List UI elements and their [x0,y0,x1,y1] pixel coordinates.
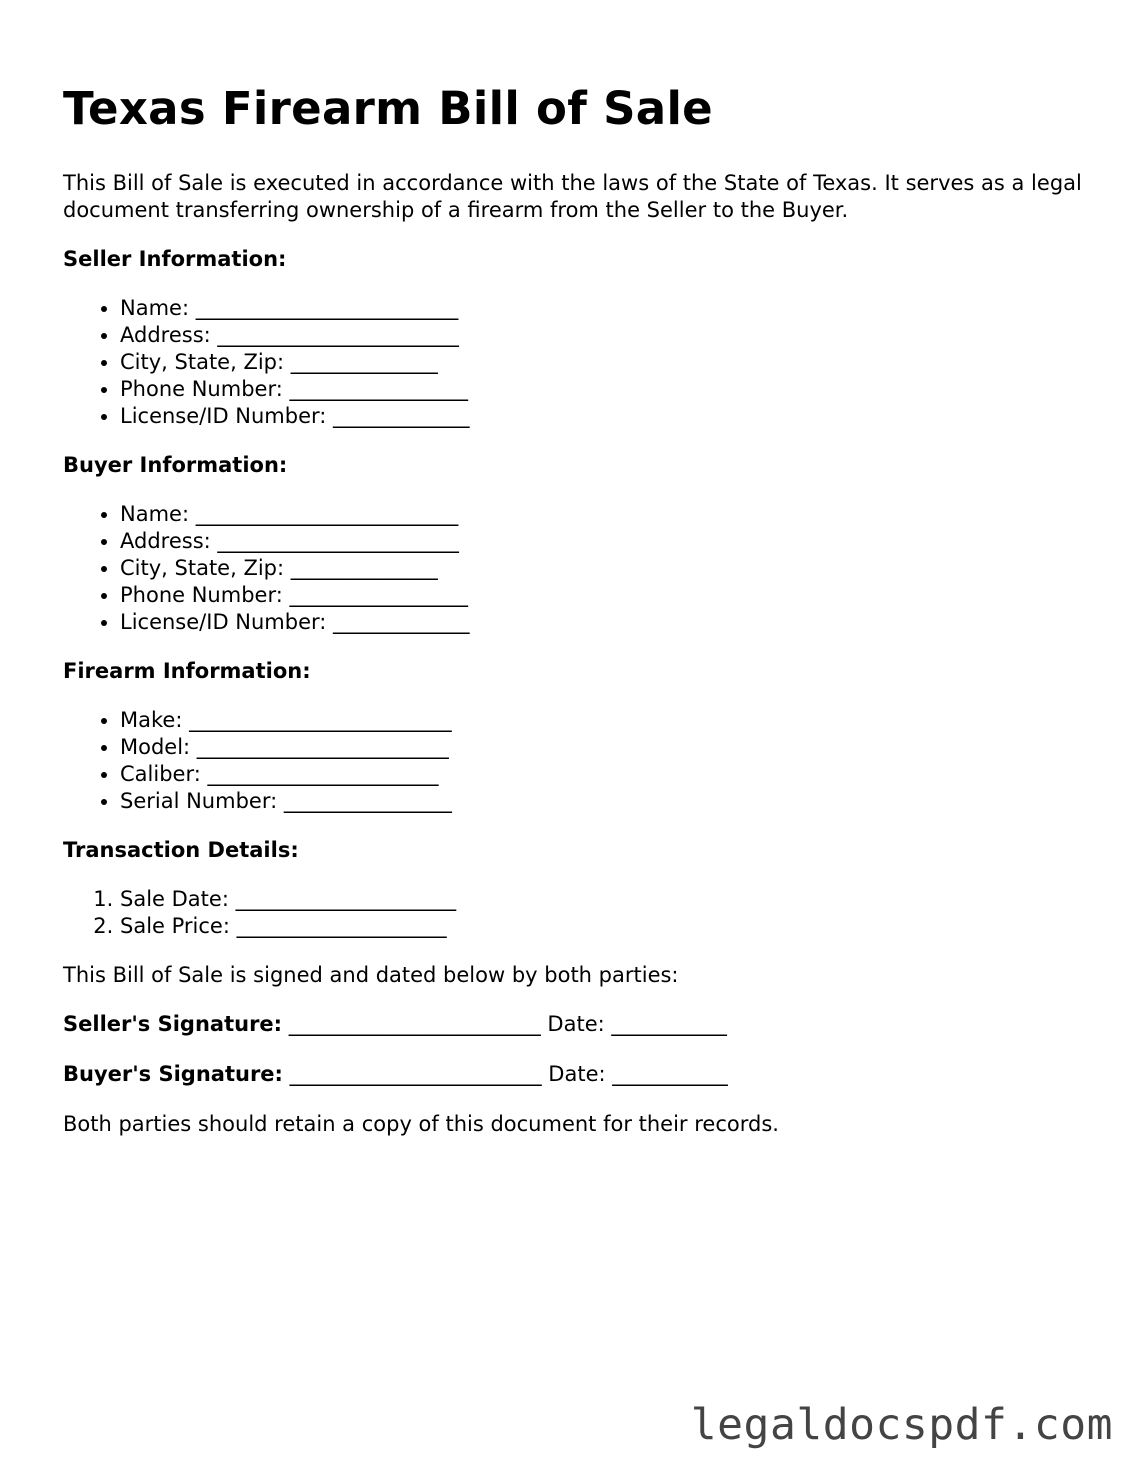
list-item: • Phone Number: _________________ [120,582,1083,609]
transaction-details-heading: Transaction Details: [63,838,299,862]
list-item: • Caliber: ______________________ [120,761,1083,788]
buyer-signature-line [63,1061,1083,1088]
list-item: 2. Sale Price: ____________________ [120,913,1083,940]
transaction-details-list [63,886,1083,940]
buyer-signature-blanks: ________________________ Date: ___________ [282,1062,728,1086]
intro-paragraph: This Bill of Sale is executed in accordance with the laws of the State of Texas. It serves as a legal document transferring ownership of a firearm from the Seller to the Buyer. [63,171,1082,222]
list-item: • Serial Number: ________________ [120,788,1083,815]
seller-signature-line [63,1011,1083,1038]
list-item: • Model: ________________________ [120,734,1083,761]
list-item: 1. Sale Date: _____________________ [120,886,1083,913]
list-item: • License/ID Number: _____________ [120,609,1083,636]
list-item: • Name: _________________________ [120,501,1083,528]
seller-info-list [63,295,1083,430]
seller-signature-blanks: ________________________ Date: ___________ [282,1012,727,1036]
firearm-info-list [63,707,1083,815]
seller-signature-label: Seller's Signature: [63,1012,283,1036]
list-item: • Name: _________________________ [120,295,1083,322]
document-title: Texas Firearm Bill of Sale [63,82,713,135]
buyer-signature-label: Buyer's Signature: [63,1062,283,1086]
list-item: • Address: _______________________ [120,322,1083,349]
list-item: • City, State, Zip: ______________ [120,555,1083,582]
buyer-info-heading: Buyer Information: [63,453,288,477]
seller-info-heading: Seller Information: [63,247,287,271]
buyer-info-list [63,501,1083,636]
list-item: • Phone Number: _________________ [120,376,1083,403]
firearm-info-heading: Firearm Information: [63,659,311,683]
list-item: • City, State, Zip: ______________ [120,349,1083,376]
list-item: • Make: _________________________ [120,707,1083,734]
list-item: • Address: _______________________ [120,528,1083,555]
list-item: • License/ID Number: _____________ [120,403,1083,430]
watermark: legaldocspdf.com [690,1400,1113,1450]
closing-note: Both parties should retain a copy of this document for their records. [63,1112,779,1136]
document-page [63,84,1083,1160]
signed-note: This Bill of Sale is signed and dated below by both parties: [63,963,679,987]
